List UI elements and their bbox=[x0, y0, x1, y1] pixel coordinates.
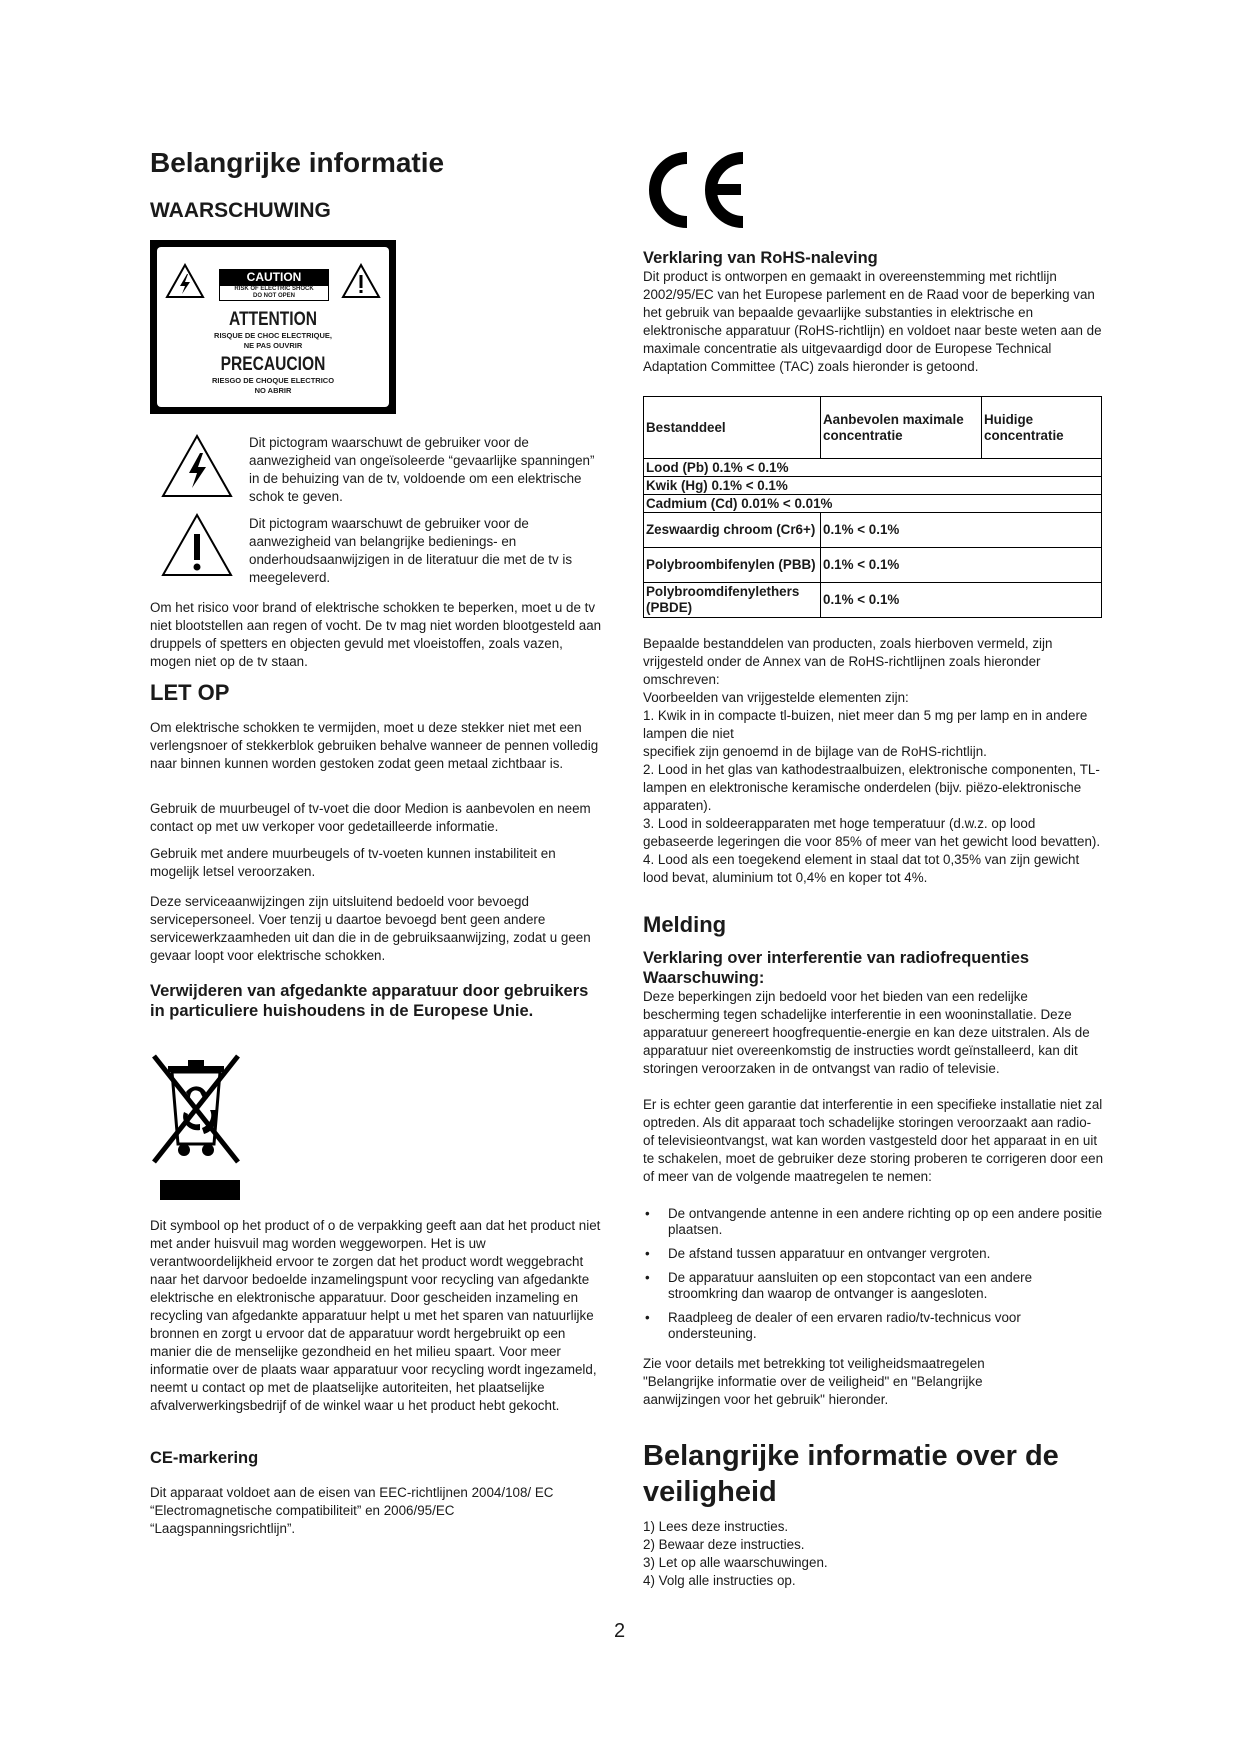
warning-heading: WAARSCHUWING bbox=[150, 199, 331, 222]
exempt-line: specifiek zijn genoemd in de bijlage van de RoHS-richtlijn. bbox=[643, 744, 987, 759]
table-cell: Polybroombifenylen (PBB) bbox=[644, 548, 821, 583]
table-row bbox=[644, 477, 1102, 495]
table-header-cell: Aanbevolen maximale concentratie bbox=[821, 397, 982, 459]
pictogram1-text: Dit pictogram waarschuwt de gebruiker voor de aanwezigheid van ongeïsoleerde “gevaarlijke spanningen” in de behuizing van de tv, voldoende om een elektrische schok te geven. bbox=[249, 435, 595, 504]
rf-heading: Verklaring over interferentie van radiofrequenties bbox=[643, 949, 1030, 967]
table-header-row bbox=[644, 397, 1102, 459]
crossed-bin-icon bbox=[150, 1052, 242, 1202]
rf-warning-heading: Waarschuwing: bbox=[643, 969, 765, 987]
exclamation-warning-icon bbox=[341, 263, 381, 299]
table-row bbox=[644, 583, 1102, 618]
page-number: 2 bbox=[614, 1620, 626, 1642]
rf-measures-list bbox=[643, 1206, 1105, 1350]
table-header-cell: Huidige concentratie bbox=[982, 397, 1102, 459]
list-item: 4) Volg alle instructies op. bbox=[643, 1573, 796, 1588]
table-cell: Polybroomdifenylethers (PBDE) bbox=[644, 583, 821, 618]
list-item: 3) Let op alle waarschuwingen. bbox=[643, 1555, 828, 1570]
table-row bbox=[644, 459, 1102, 477]
pictogram2-text: Dit pictogram waarschuwt de gebruiker voor de aanwezigheid van belangrijke bedienings- en onderhoudsaanwijzigen in de literatuur die met de tv is meegeleverd. bbox=[249, 516, 573, 585]
letop-paragraph-4: Deze serviceaanwijzingen zijn uitsluitend bedoeld voor bevoegd servicepersoneel. Voer tenzij u daartoe bevoegd bent geen andere servicewerkzaamheden uit dan die in de gebruiksaanwijzing, zodat u geen gevaar loopt voor elektrische schokken. bbox=[150, 894, 591, 963]
table-row bbox=[644, 513, 1102, 548]
list-item: • De ontvangende antenne in een andere richting op op een andere positie plaatsen. bbox=[645, 1206, 1103, 1237]
lightning-warning-icon bbox=[165, 263, 205, 299]
list-item: • Raadpleeg de dealer of een ervaren radio/tv-technicus voor ondersteuning. bbox=[645, 1310, 1021, 1341]
weee-heading: Verwijderen van afgedankte apparatuur door gebruikers in particuliere huishoudens in de Europese Unie. bbox=[150, 982, 589, 1020]
rf-paragraph-2: Er is echter geen garantie dat interferentie in een specifieke installatie niet zal optreden. Als dit apparaat toch schadelijke storingen veroorzaakt aan radio- of televisieontvangst, wat kan worden vastgesteld door het apparaat in en uit te schakelen, moet de gebruiker deze storing proberen te corrigeren door een of meer van de volgende maatregelen te nemen: bbox=[643, 1097, 1104, 1184]
bullet-glyph: • bbox=[645, 1310, 650, 1325]
table-row bbox=[644, 548, 1102, 583]
list-item: 1) Lees deze instructies. bbox=[643, 1519, 789, 1534]
melding-heading: Melding bbox=[643, 912, 727, 937]
risk-text: Om het risico voor brand of elektrische schokken te beperken, moet u de tv niet blootstellen aan regen of vocht. De tv mag niet worden blootgesteld aan druppels of spetters en objecten gevuld met vloeistoffen, zoals vazen, mogen niet op de tv staan. bbox=[150, 600, 602, 669]
bullet-glyph: • bbox=[645, 1270, 650, 1285]
exempt-line: 4. Lood als een toegekend element in staal dat tot 0,35% van zijn gewicht lood bevat, aluminium tot 0,4% en koper tot 4%. bbox=[643, 852, 1080, 885]
page-title: Belangrijke informatie bbox=[150, 147, 445, 178]
letop-paragraph-1: Om elektrische schokken te vermijden, moet u deze stekker niet met een verlengsnoer of stekkerblok gebruiken behalve wanneer de pennen volledig naar binnen kunnen worden gestoken zodat geen metaal zichtbaar is. bbox=[150, 720, 599, 771]
rf-paragraph-1: Deze beperkingen zijn bedoeld voor het bieden van een redelijke bescherming tegen schadelijke interferentie in een wooninstallatie. Deze apparatuur genereert hoogfrequentie-energie en kan deze uitstralen. Als de apparatuur niet overeenkomstig de instructies wordt geïnstalleerd, kan dit storingen veroorzaken in de ontvangst van radio of televisie. bbox=[643, 989, 1090, 1076]
ce-mark-icon bbox=[643, 150, 753, 230]
bullet-glyph: • bbox=[645, 1246, 650, 1261]
exempt-line: 3. Lood in soldeerapparaten met hoge temperatuur (d.w.z. op lood gebaseerde legeringen die voor 85% of meer van het gewicht lood bevatten). bbox=[643, 816, 1101, 849]
exempt-intro: Bepaalde bestanddelen van producten, zoals hierboven vermeld, zijn vrijgesteld onder de Annex van de RoHS-richtlijnen zoals hieronder omschreven: bbox=[643, 636, 1053, 687]
bullet-glyph: • bbox=[645, 1206, 650, 1221]
safety-heading: Belangrijke informatie over de veiligheid bbox=[643, 1440, 1059, 1508]
electric-shock-pictogram-icon bbox=[160, 433, 234, 499]
table-cell: Kwik (Hg) 0.1% < 0.1% bbox=[644, 477, 1102, 495]
rohs-text: Dit product is ontworpen en gemaakt in overeenstemming met richtlijn 2002/95/EC van het Europese parlement en de Raad voor de beperking van het gebruik van bepaalde gevaarlijke substanties in elektrische en elektronische apparatuur (RoHS-richtlijn) en voldoet naar beste weten aan de maximale concentratie als uitgevaardigd door de Europese Technical Adaptation Committee (TAC) zoals hieronder is getoond. bbox=[643, 269, 1102, 374]
table-cell: Cadmium (Cd) 0.01% < 0.01% bbox=[644, 495, 1102, 513]
table-cell: Zeswaardig chroom (Cr6+) bbox=[644, 513, 821, 548]
exempt-line: Voorbeelden van vrijgestelde elementen zijn: bbox=[643, 690, 909, 705]
safety-list bbox=[643, 1518, 828, 1590]
table-cell: Lood (Pb) 0.1% < 0.1% bbox=[644, 459, 1102, 477]
table-cell: 0.1% < 0.1% bbox=[821, 583, 1102, 618]
letop-heading: LET OP bbox=[150, 680, 230, 705]
letop-paragraph-3: Gebruik met andere muurbeugels of tv-voeten kunnen instabiliteit en mogelijk letsel veroorzaken. bbox=[150, 846, 556, 879]
exempt-line: 2. Lood in het glas van kathodestraalbuizen, elektronische componenten, TL-lampen en elektronische keramische onderdelen (bijv. piëzo-elektronische apparaten). bbox=[643, 762, 1100, 813]
rohs-table bbox=[643, 396, 1102, 618]
caution-label: CAUTION RISK OF ELECTRIC SHOCK DO NOT OPEN ATTENTION RISQUE DE CHOC ELECTRIQUE, NE PAS OUVRIR PRECAUCION RIESGO DE CHOQUE ELECTRICO NO ABRIR bbox=[150, 240, 396, 414]
exclamation-pictogram-icon bbox=[160, 512, 234, 578]
exempt-line: 1. Kwik in in compacte tl-buizen, niet meer dan 5 mg per lamp en in andere lampen die niet bbox=[643, 708, 1088, 741]
caution-banner: CAUTION RISK OF ELECTRIC SHOCK DO NOT OPEN bbox=[219, 269, 329, 307]
letop-paragraph-2: Gebruik de muurbeugel of tv-voet die door Medion is aanbevolen en neem contact op met uw verkoper voor gedetailleerde informatie. bbox=[150, 801, 591, 834]
list-item: 2) Bewaar deze instructies. bbox=[643, 1537, 805, 1552]
table-row bbox=[644, 495, 1102, 513]
rohs-heading: Verklaring van RoHS-naleving bbox=[643, 249, 878, 267]
details-text: Zie voor details met betrekking tot veiligheidsmaatregelen "Belangrijke informatie over de veiligheid" en "Belangrijke aanwijzingen voor het gebruik" hieronder. bbox=[643, 1356, 985, 1407]
ce-text: Dit apparaat voldoet aan de eisen van EEC-richtlijnen 2004/108/ EC “Electromagnetische compatibiliteit” en 2006/95/EC “Laagspanningsrichtlijn”. bbox=[150, 1485, 554, 1536]
ce-heading: CE-markering bbox=[150, 1449, 259, 1467]
table-cell: 0.1% < 0.1% bbox=[821, 548, 1102, 583]
list-item: • De apparatuur aansluiten op een stopcontact van een andere stroomkring dan waarop de ontvanger is aangesloten. bbox=[645, 1270, 1033, 1301]
exempt-list bbox=[643, 689, 1105, 887]
weee-text: Dit symbool op het product of o de verpakking geeft aan dat het product niet met ander huisvuil mag worden weggeworpen. Het is uw verantwoordelijkheid ervoor te zorgen dat het product wordt weggebracht naar het darvoor bedoelde inzamelingspunt voor recycling van afgedankte elektrische en elektronische apparatuur. Door gescheiden inzameling en recycling van afgedankte apparatuur helpt u met het sparen van natuurlijke bronnen en zorgt u ervoor dat de apparatuur wordt hergebruikt op een manier die de menselijke gezondheid en het milieu spaart. Voor meer informatie over de plaats waar apparatuur voor recycling wordt ingezameld, neemt u contact op met de plaatselijke autoriteiten, het plaatselijke afvalverwerkingsbedrijf of de winkel waar u het product hebt gekocht. bbox=[150, 1218, 601, 1413]
table-header-cell: Bestanddeel bbox=[644, 397, 821, 459]
table-cell: 0.1% < 0.1% bbox=[821, 513, 1102, 548]
list-item: • De afstand tussen apparatuur en ontvanger vergroten. bbox=[645, 1246, 991, 1261]
